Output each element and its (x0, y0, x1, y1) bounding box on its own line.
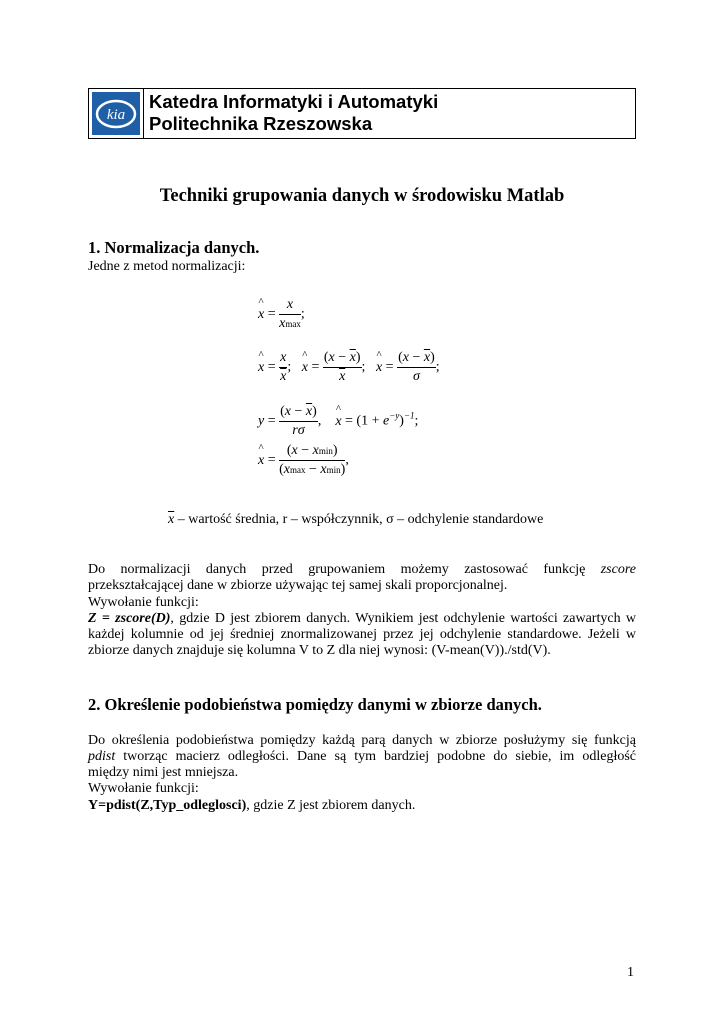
section-2-call (88, 798, 636, 815)
header-line-2: Politechnika Rzeszowska (149, 113, 373, 134)
header-line-1: Katedra Informatyki i Automatyki (149, 91, 439, 112)
legend-text: – wartość średnia, r – współczynnik, σ – odchylenie standardowe (174, 512, 544, 527)
logo (89, 89, 144, 138)
section-1-call-line-2: każdej kolumnie od jej średniej znormalizowanej przez jej odchylenie standardowe. Jeżeli w (88, 627, 636, 642)
legend-x-bar: $\overline{x}$ (168, 512, 175, 527)
logo-text: kia (106, 107, 126, 123)
pdist-call: Y=pdist(Z,Typ_odleglosci) (88, 798, 247, 813)
section-2-line-2 (88, 749, 636, 766)
section-2-line-2-text: tworząc macierz odległości. Dane są tym bardziej podobne do siebie, im odległość (115, 749, 636, 764)
section-1-para-line-2: przekształcającej dane w zbiorze używając tej samej skali proporcjonalnej. (88, 578, 508, 593)
section-2-call-label: Wywołanie funkcji: (88, 781, 199, 796)
section-1-call-line-1 (88, 611, 636, 628)
zscore-fn: zscore (600, 562, 636, 577)
page-title: Techniki grupowania danych w środowisku Matlab (159, 186, 565, 206)
section-1-call-line-3: zbiorze danych znajduje się kolumna V to Z dla niej wynosi: (V-mean(V))./std(V). (88, 643, 551, 658)
pdist-call-desc: , gdzie Z jest zbiorem danych. (246, 798, 416, 813)
page-number: 1 (627, 965, 634, 980)
section-2-heading: 2. Określenie podobieństwa pomiędzy danymi w zbiorze danych. (88, 695, 542, 714)
section-1-intro: Jedne z metod normalizacji: (88, 259, 246, 274)
call-desc-1: , gdzie D jest zbiorem danych. Wynikiem jest odchylenie wartości zawartych w (170, 611, 636, 626)
section-2-line-3: między nimi jest mniejsza. (88, 765, 239, 780)
formula-2: ^ x = $\frac{x}{x}$ ; ^ x = $\frac{(x - \overline{x})}{x}$ ; ^ x = $\frac{(x - \overline{x})}{\sigma}$ ; (258, 349, 440, 386)
formula-3: y = $\frac{(x - \overline{x})}{r\sigma}$ , ^ $x = (1 + e^{-y})^{-1}$; (258, 403, 418, 440)
formula-1: ^ x = $\frac{x}{xmax}$ ; (258, 296, 305, 333)
section-1-call-label: Wywołanie funkcji: (88, 595, 199, 610)
section-1-heading: 1. Normalizacja danych. (88, 238, 260, 257)
formula-legend (168, 512, 628, 529)
pdist-fn: pdist (88, 749, 116, 764)
header-title (149, 91, 438, 135)
formula-4: ^ x = $\frac{(x - xmin)}{(xmax - xmin)}$ , (258, 442, 349, 479)
section-1-para-line-1 (88, 562, 636, 579)
section-2-line-1: Do określenia podobieństwa pomiędzy każdą parą danych w zbiorze posłużymy się funkcją (88, 733, 636, 748)
header-box (88, 88, 636, 139)
kia-logo-icon (92, 92, 140, 135)
zscore-call: Z = zscore(D) (88, 611, 171, 626)
para-text: Do normalizacji danych przed grupowaniem możemy zastosować funkcję (88, 562, 586, 577)
